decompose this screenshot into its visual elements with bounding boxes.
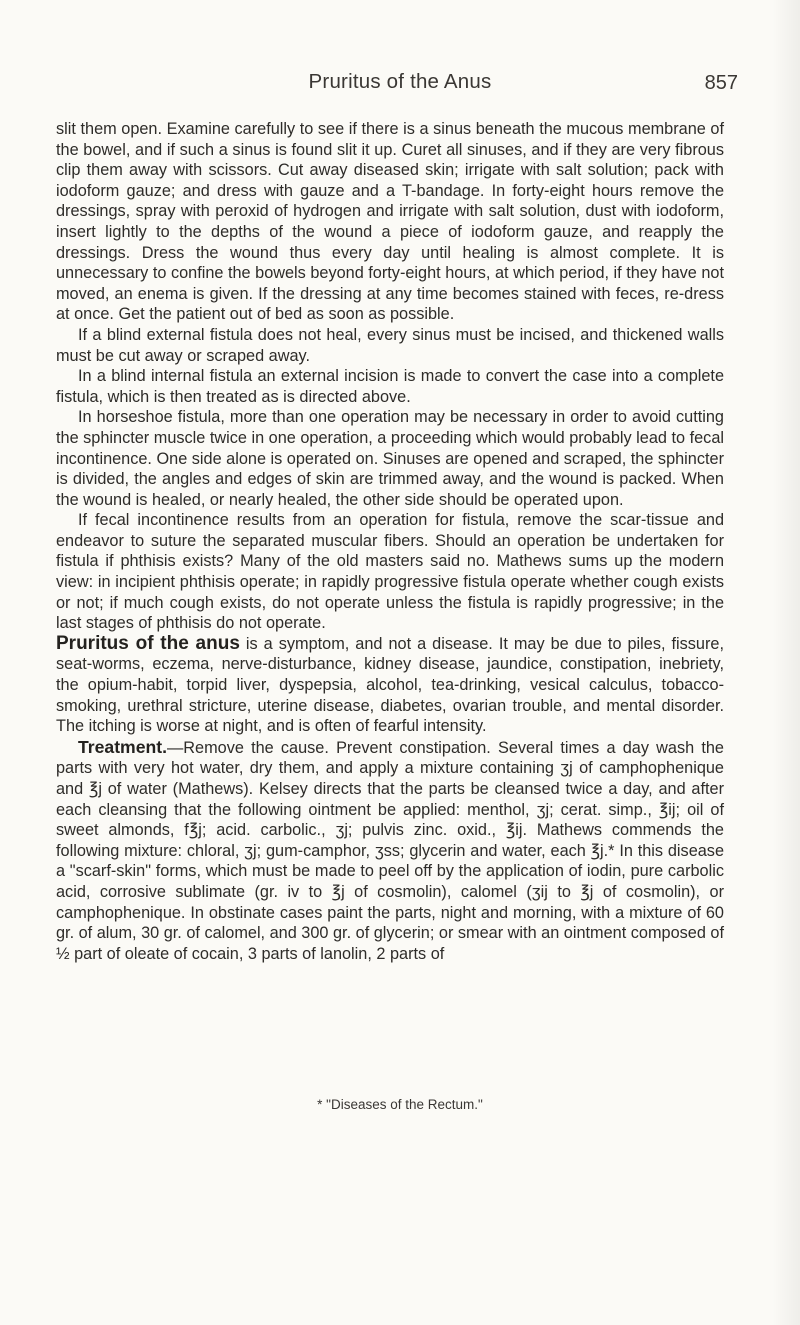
treatment-paragraph (56, 737, 724, 965)
running-title: Pruritus of the Anus (308, 70, 492, 93)
treatment-text: —Remove the cause. Prevent constipation. Several times a day wash the parts with very hot water, dry them, and apply a mixture containing ʒj of camphophenique and ℥j of water (Mathews). Kelsey directs that the parts be cleansed twice a day, and after each cleansing that the following ointment be applied: menthol, ʒj; cerat. simp., ℥ij; oil of sweet almonds, f℥j; acid. carbolic., ʒj; pulvis zinc. oxid., ℥ij. Mathews commends the following mixture: chloral, ʒj; gum-camphor, ʒss; glycerin and water, each ℥j.* In this disease a "scarf-skin" forms, which must be made to peel off by the application of iodin, pure carbolic acid, corrosive sublimate (gr. iv to ℥j of cosmolin), calomel (ʒij to ℥j of cosmolin), or camphophenique. In obstinate cases paint the parts, night and morning, with a mixture of 60 gr. of alum, 30 gr. of calomel, and 300 gr. of glycerin; or smear with an ointment composed of ½ part of oleate of cocain, 3 parts of lanolin, 2 parts of (56, 738, 724, 963)
pruritus-paragraph (56, 634, 724, 737)
body-text (56, 119, 724, 964)
paragraph: If fecal incontinence results from an operation for fistula, remove the scar-tissue and endeavor to suture the separated muscular fibers. Should an operation be undertaken for fistula if phthisis exists? Many of the old masters said no. Mathews sums up the modern view: in incipient phthisis operate; in rapidly progressive fistula operate whether cough exists or not; if much cough exists, do not operate unless the fistula is rapidly progressive; in the last stages of phthisis do not operate. (56, 511, 724, 633)
paragraph: In horseshoe fistula, more than one operation may be necessary in order to avoid cutting the sphincter muscle twice in one operation, a proceeding which would probably lead to fecal incontinence. One side alone is operated on. Sinuses are opened and scraped, the sphincter is divided, the angles and edges of skin are trimmed away, and the wound is packed. When the wound is healed, or nearly healed, the other side should be operated upon. (56, 408, 724, 509)
page-gutter-shadow (772, 0, 800, 1325)
section-heading-pruritus: Pruritus of the anus (56, 632, 240, 654)
paragraph: slit them open. Examine carefully to see if there is a sinus beneath the mucous membrane of the bowel, and if such a sinus is found slit it up. Curet all sinuses, and if they are very fibrous clip them away with scissors. Cut away diseased skin; irrigate with salt solution; pack with iodoform gauze; and dress with gauze and a T-bandage. In forty-eight hours remove the dressings, spray with peroxid of hydrogen and irrigate with salt solution, dust with iodoform, insert lightly to the depths of the wound a piece of iodoform gauze, and reapply the dressings. Dress the wound thus every day until healing is almost complete. It is unnecessary to confine the bowels beyond forty-eight hours, at which period, if they have not moved, an enema is given. If the dressing at any time becomes stained with feces, re-dress at once. Get the patient out of bed as soon as possible. (56, 120, 724, 324)
page-header (0, 70, 800, 100)
paragraph: If a blind external fistula does not heal, every sinus must be incised, and thickened walls must be cut away or scraped away. (56, 325, 724, 365)
page-number: 857 (704, 72, 738, 94)
pruritus-text: is a symptom, and not a disease. It may be due to piles, fissure, seat-worms, eczema, nerve-disturbance, kidney disease, jaundice, constipation, inebriety, the opium-habit, torpid liver, dyspepsia, alcohol, tea-drinking, vesical calculus, tobacco-smoking, urethral stricture, uterine disease, diabetes, ovarian trouble, and mental disorder. The itching is worse at night, and is often of fearful intensity. (56, 634, 724, 736)
section-heading-treatment: Treatment. (78, 736, 167, 757)
paragraph: In a blind internal fistula an external incision is made to convert the case into a complete fistula, which is then treated as is directed above. (56, 367, 724, 406)
footnote: * "Diseases of the Rectum." (317, 1097, 483, 1112)
